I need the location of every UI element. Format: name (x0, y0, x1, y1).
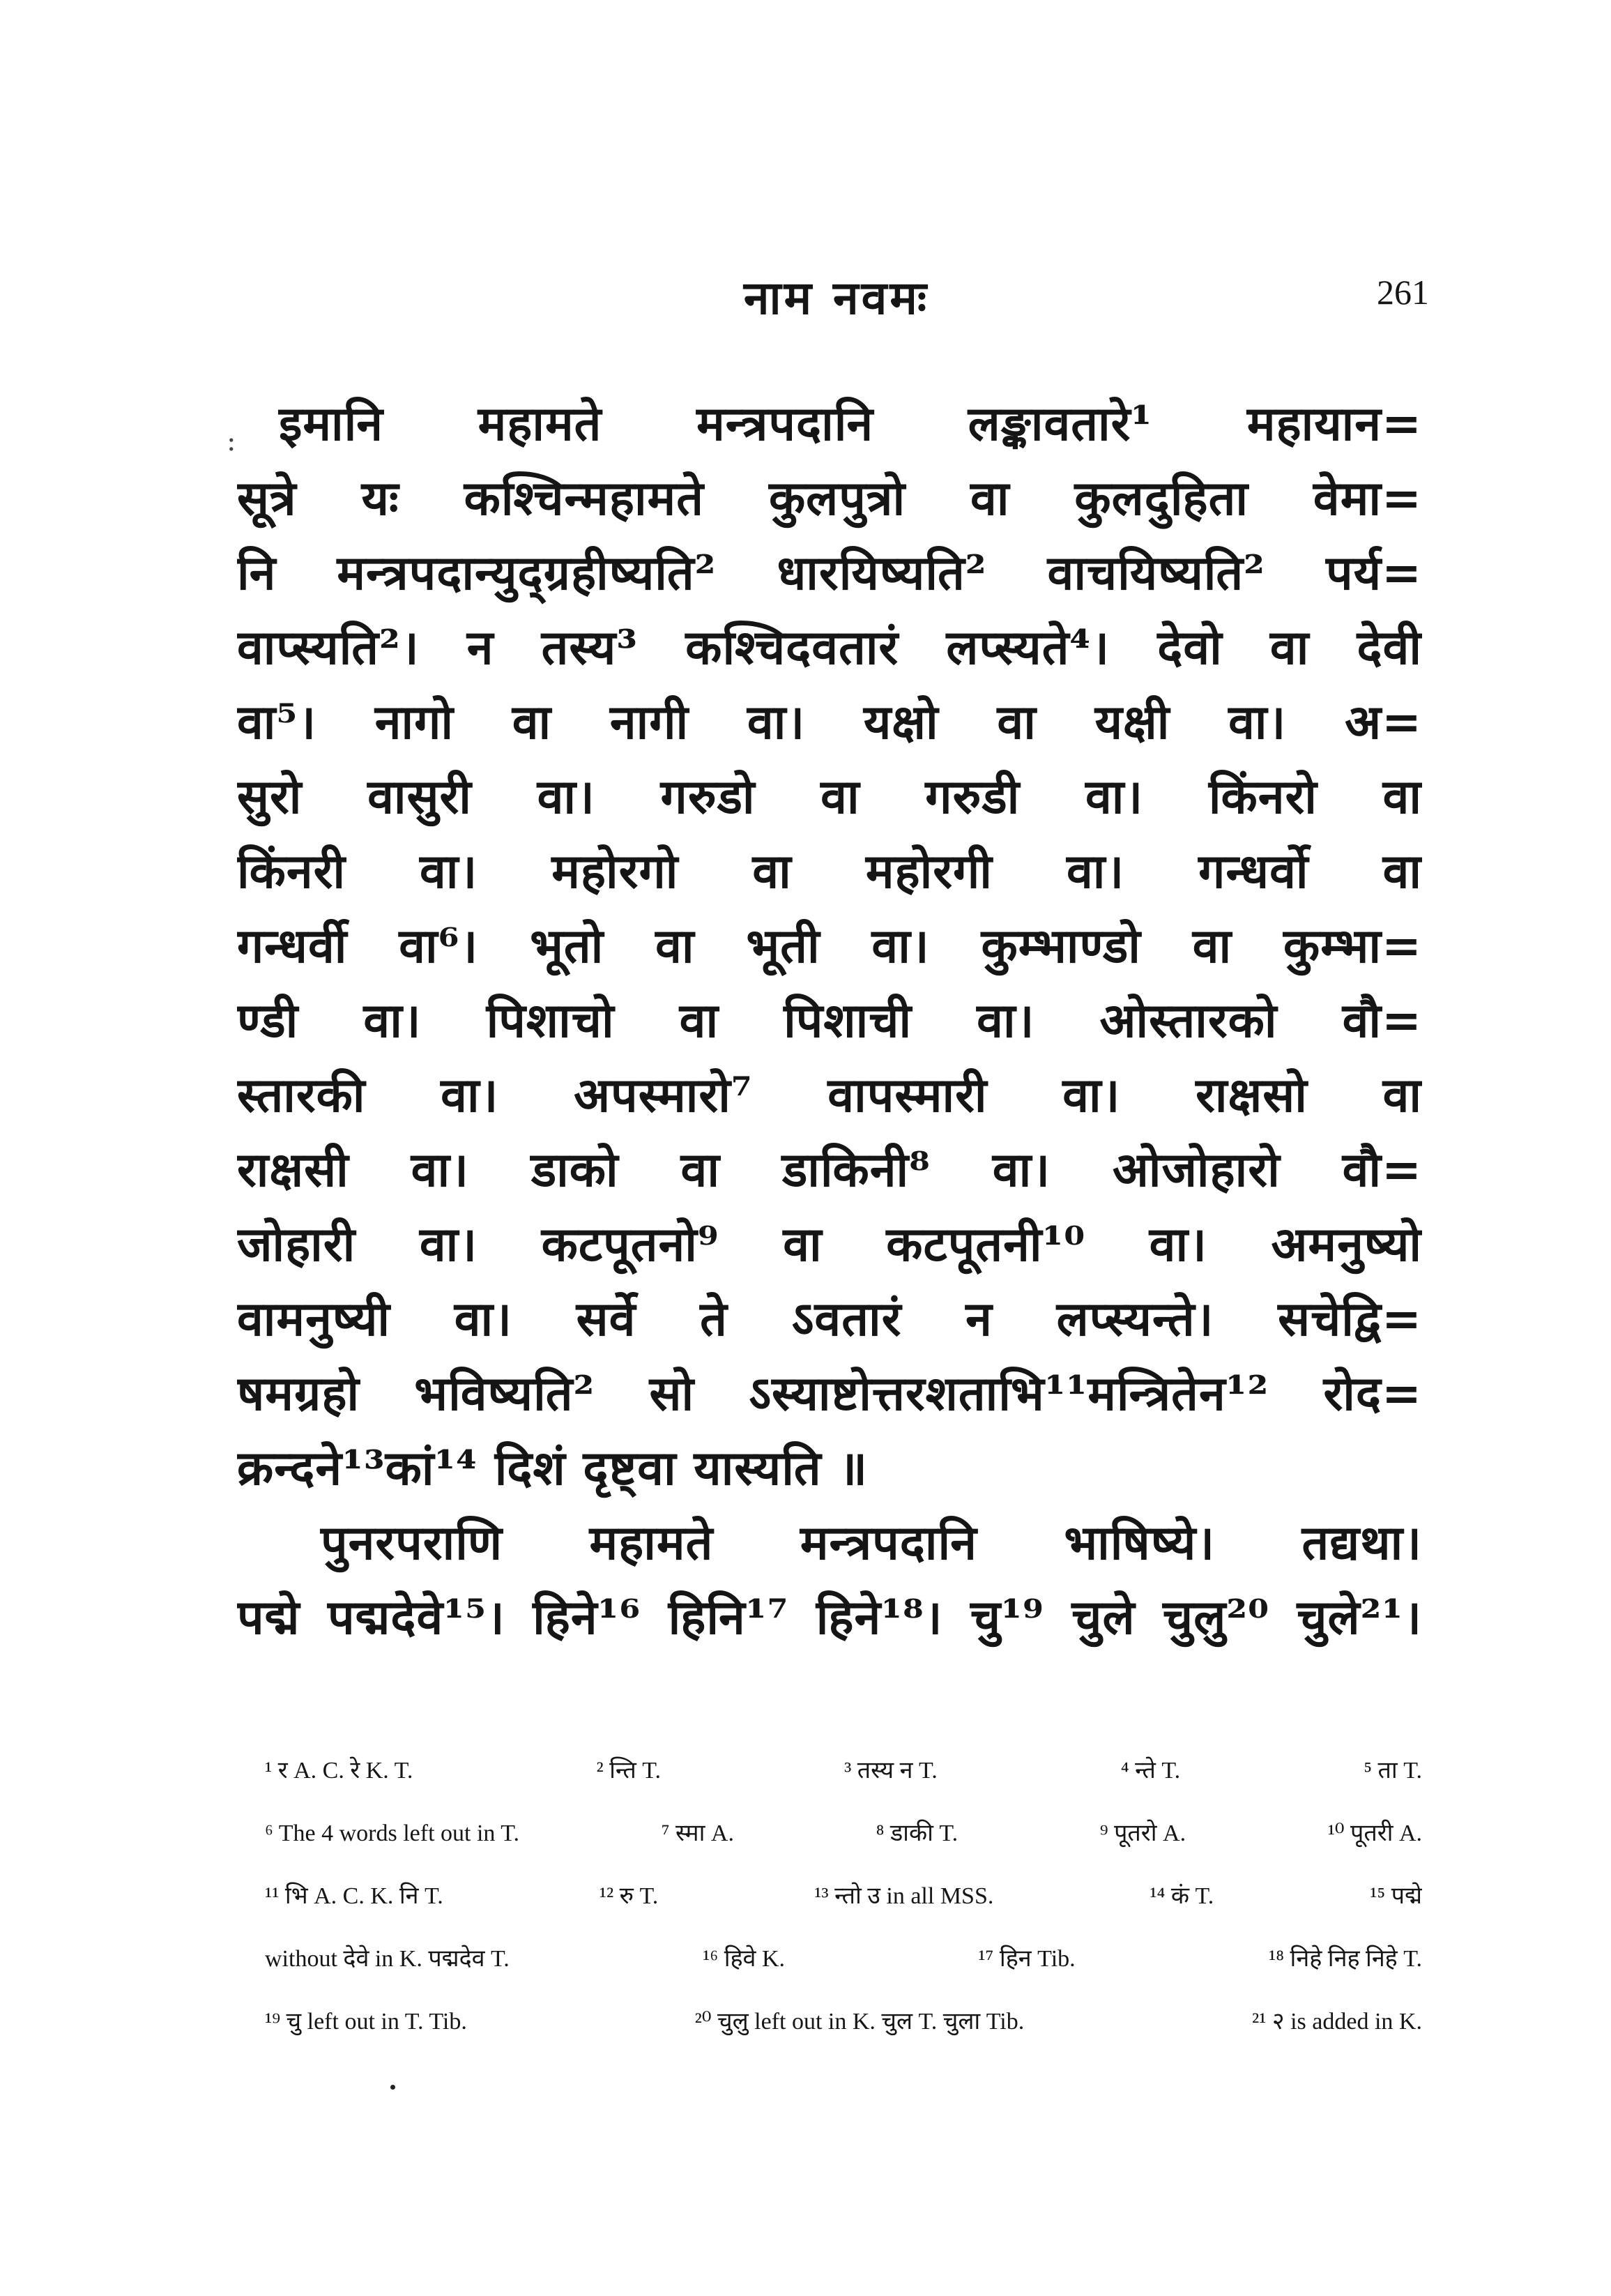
text-line: ण्डी वा। पिशाचो वा पिशाची वा। ओस्तारको वौ= (237, 993, 1422, 1049)
text-line: वामनुष्यी वा। सर्वे ते ऽवतारं न लप्स्यन्ते। सचेद्वि= (237, 1291, 1422, 1347)
footnote: ⁶ The 4 words left out in T. (265, 1820, 520, 1846)
footnote: ⁵ ता T. (1364, 1758, 1422, 1784)
ink-dot (390, 2085, 395, 2090)
footnote: without देवे in K. पद्मदेव T. (265, 1946, 510, 1972)
footnote: ¹ र A. C. रे K. T. (265, 1758, 413, 1784)
text-line: वा⁵। नागो वा नागी वा। यक्षो वा यक्षी वा। अ= (237, 694, 1422, 750)
text-line: पुनरपराणि महामते मन्त्रपदानि भाषिष्ये। तद्यथा। (321, 1515, 1422, 1571)
footnotes (265, 1740, 1422, 2053)
text-line: सूत्रे यः कश्चिन्महामते कुलपुत्रो वा कुलदुहिता वेमा= (237, 471, 1422, 526)
footnote-row (265, 1928, 1422, 1991)
footnote: ² न्ति T. (596, 1758, 662, 1784)
footnote: ⁹ पूतरो A. (1099, 1820, 1186, 1846)
footnote: ³ तस्य न T. (844, 1758, 938, 1784)
footnote: ¹⁷ हिन Tib. (978, 1946, 1076, 1972)
text-line: नि मन्त्रपदान्युद्ग्रहीष्यति² धारयिष्यति² वाचयिष्यति² पर्य= (237, 545, 1422, 601)
footnote: ¹⁶ हिवे K. (703, 1946, 786, 1972)
footnote: ⁷ स्मा A. (661, 1820, 734, 1846)
text-line: वाप्स्यति²। न तस्य³ कश्चिदवतारं लप्स्यते⁴। देवो वा देवी (237, 620, 1422, 676)
footnote: ¹⁴ कं T. (1150, 1883, 1214, 1909)
margin-mark: : (227, 425, 236, 457)
page-header (244, 265, 1429, 349)
main-text (237, 387, 1422, 1655)
footnote: ¹⁹ चु left out in T. Tib. (265, 2009, 467, 2035)
footnote: ²⁰ चुलु left out in K. चुल T. चुला Tib. (694, 2009, 1025, 2035)
page-number: 261 (1377, 273, 1429, 312)
text-line: किंनरी वा। महोरगो वा महोरगी वा। गन्धर्वो वा (237, 844, 1422, 899)
footnote: ¹⁵ पद्मे (1370, 1883, 1422, 1909)
text-line: स्तारकी वा। अपस्मारो⁷ वापस्मारी वा। राक्षसो वा (237, 1067, 1422, 1123)
footnote: ⁴ न्ते T. (1120, 1758, 1181, 1784)
text-line: पद्मे पद्मदेवे¹⁵। हिने¹⁶ हिनि¹⁷ हिने¹⁸। चु¹⁹ चुले चुलु²⁰ चुले²¹। (237, 1590, 1422, 1645)
footnote-row (265, 1865, 1422, 1928)
running-title: नाम नवमः (743, 271, 930, 325)
footnote-row (265, 1740, 1422, 1802)
footnote: ²¹ २ is added in K. (1252, 2009, 1422, 2035)
footnote: ¹⁸ निहे निह निहे T. (1269, 1946, 1422, 1972)
text-line: गन्धर्वी वा⁶। भूतो वा भूती वा। कुम्भाण्डो वा कुम्भा= (237, 918, 1422, 974)
footnote: ¹² रु T. (599, 1883, 659, 1909)
footnote: ¹⁰ पूतरी A. (1327, 1820, 1422, 1846)
footnote: ¹¹ भि A. C. K. नि T. (265, 1883, 443, 1909)
footnote-row (265, 1991, 1422, 2053)
footnote-row (265, 1802, 1422, 1865)
footnote: ¹³ न्तो उ in all MSS. (814, 1883, 994, 1909)
text-line: क्रन्दने¹³कां¹⁴ दिशं दृष्ट्वा यास्यति ॥ (237, 1440, 868, 1496)
footnote: ⁸ डाकी T. (876, 1820, 959, 1846)
text-line: राक्षसी वा। डाको वा डाकिनी⁸ वा। ओजोहारो वौ= (237, 1142, 1422, 1198)
text-line: जोहारी वा। कटपूतनो⁹ वा कटपूतनी¹⁰ वा। अमनुष्यो (237, 1217, 1422, 1272)
text-line: इमानि महामते मन्त्रपदानि लङ्कावतारे¹ महायान= (279, 396, 1422, 452)
text-line: षमग्रहो भविष्यति² सो ऽस्याष्टोत्तरशताभि¹¹मन्त्रितेन¹² रोद= (237, 1366, 1422, 1422)
text-line: सुरो वासुरी वा। गरुडो वा गरुडी वा। किंनरो वा (237, 769, 1422, 825)
